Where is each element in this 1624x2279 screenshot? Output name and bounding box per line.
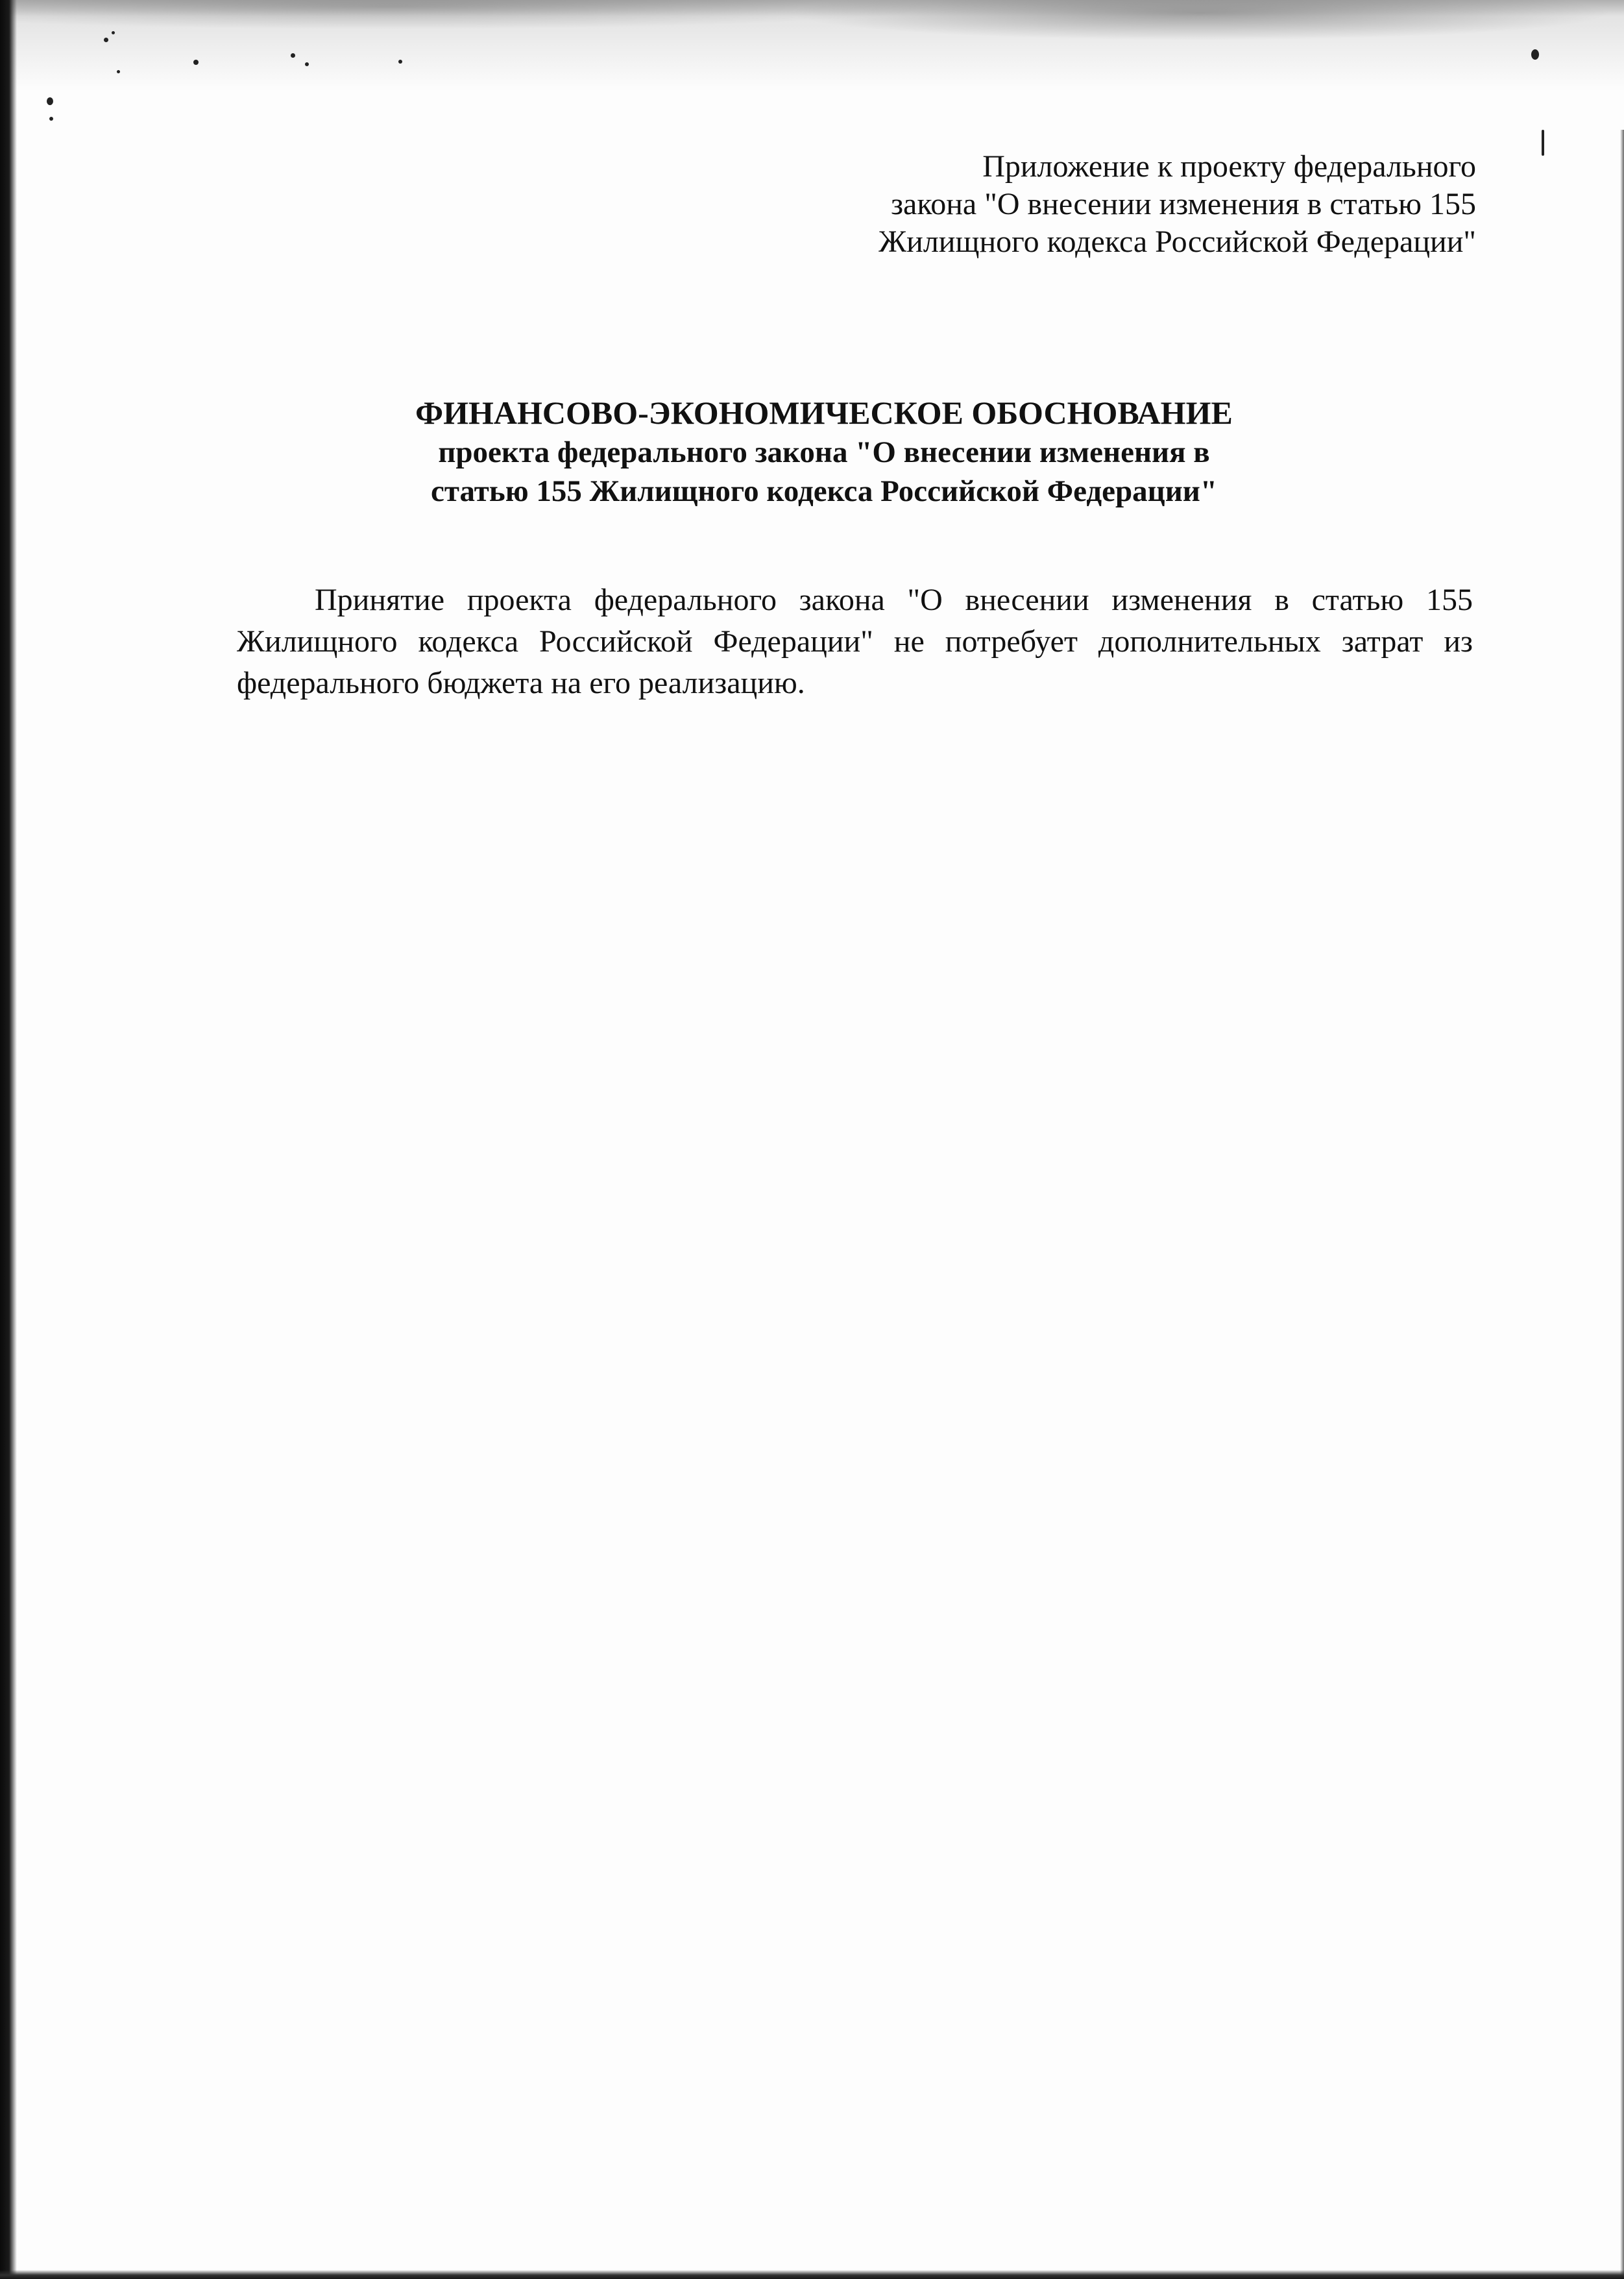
scan-speck <box>305 62 309 66</box>
header-note-line: Жилищного кодекса Российской Федерации" <box>879 225 1476 259</box>
scan-shadow-top <box>0 0 1624 97</box>
scan-edge-right <box>1620 130 1624 2279</box>
scan-speck <box>1531 49 1539 60</box>
scan-edge-bottom <box>0 2270 1624 2279</box>
scan-speck <box>398 60 402 64</box>
title-sub-line: проекта федерального закона "О внесении изменения в <box>438 435 1210 469</box>
scan-speck <box>291 53 295 58</box>
header-note <box>762 148 1476 261</box>
header-note-line: Приложение к проекту федерального <box>982 149 1476 184</box>
document-title <box>234 393 1414 511</box>
scan-edge-left <box>0 0 17 2279</box>
scan-speck <box>49 117 53 121</box>
scan-speck <box>47 97 53 105</box>
title-sub-line: статью 155 Жилищного кодекса Российской Федерации" <box>431 474 1217 508</box>
scan-speck <box>1542 130 1544 156</box>
header-note-line: закона "О внесении изменения в статью 155 <box>891 187 1476 221</box>
title-main: ФИНАНСОВО-ЭКОНОМИЧЕСКОЕ ОБОСНОВАНИЕ <box>415 395 1233 431</box>
scan-speck <box>112 31 115 34</box>
scan-speck <box>117 70 120 73</box>
scan-speck <box>193 60 199 65</box>
scan-speck <box>104 38 108 42</box>
body-paragraph: Принятие проекта федерального закона "О внесении изменения в статью 155 Жилищного кодекса Российской Федерации" не потребует дополнительных затрат из федерального бюджета на его реализацию. <box>237 583 1473 700</box>
